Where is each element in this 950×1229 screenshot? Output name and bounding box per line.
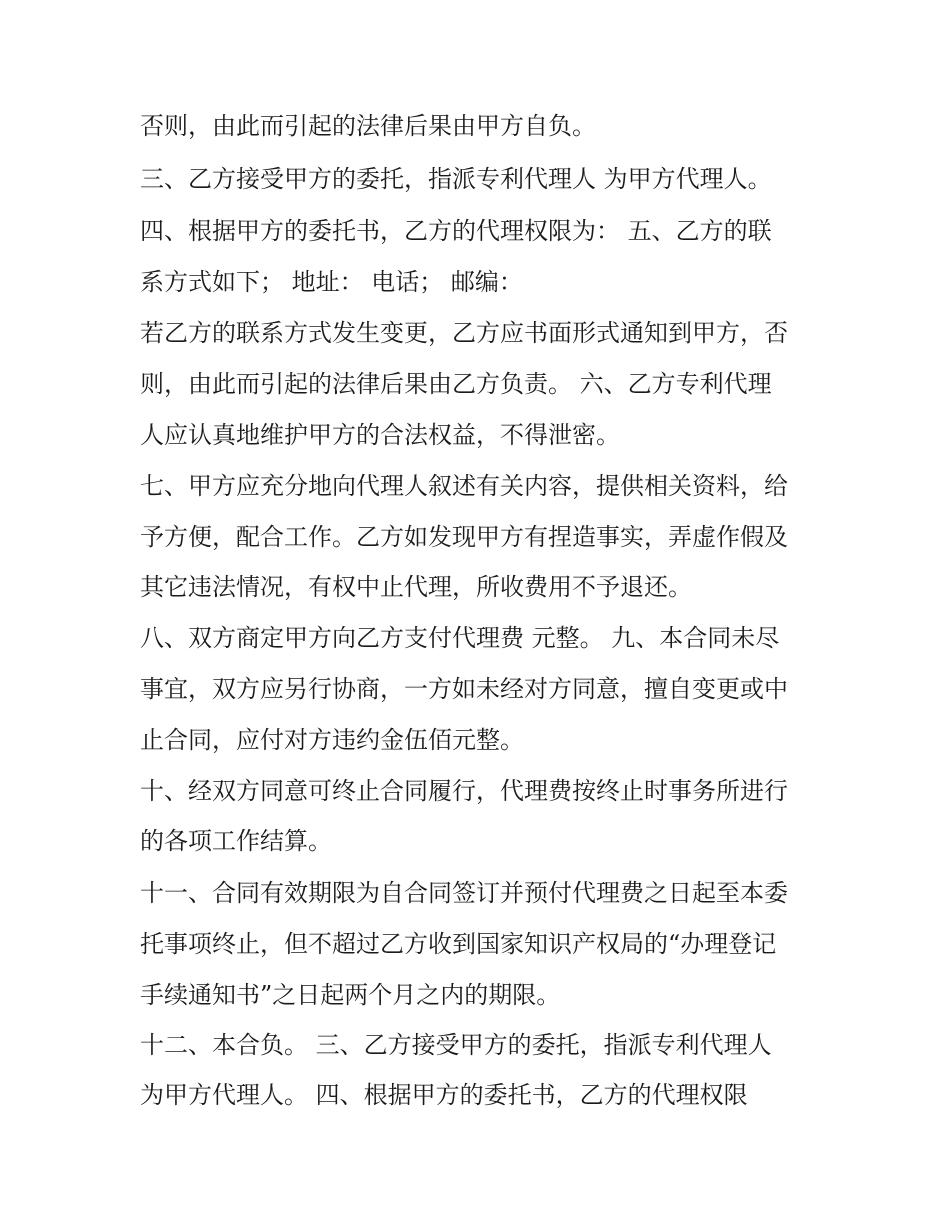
text-line: 手续通知书”之日起两个月之内的期限。 (140, 981, 561, 1009)
text-line: 四、根据甲方的委托书，乙方的代理权限为： 五、乙方的联 (140, 217, 772, 245)
text-line: 系方式如下； 地址： 电话； 邮编： (140, 268, 523, 296)
text-line: 八、双方商定甲方向乙方支付代理费 元整。 九、本合同未尽 (140, 624, 780, 652)
text-line: 则，由此而引起的法律后果由乙方负责。 六、乙方专利代理 (140, 370, 772, 398)
text-line: 人应认真地维护甲方的合法权益，不得泄密。 (140, 421, 620, 449)
text-line: 予方便，配合工作。乙方如发现甲方有捏造事实，弄虚作假及 (140, 523, 788, 551)
text-line: 三、乙方接受甲方的委托，指派专利代理人 为甲方代理人。 (140, 165, 772, 193)
text-line: 十、经双方同意可终止合同履行，代理费按终止时事务所进行 (140, 777, 788, 805)
text-line: 否则，由此而引起的法律后果由甲方自负。 (140, 112, 596, 140)
text-line: 七、甲方应充分地向代理人叙述有关内容，提供相关资料，给 (140, 472, 788, 500)
text-line: 十二、本合负。 三、乙方接受甲方的委托，指派专利代理人 (140, 1031, 772, 1059)
text-line: 若乙方的联系方式发生变更，乙方应书面形式通知到甲方，否 (140, 319, 788, 347)
text-line: 的各项工作结算。 (140, 827, 332, 855)
text-line: 十一、合同有效期限为自合同签订并预付代理费之日起至本委 (140, 879, 788, 907)
text-line: 止合同，应付对方违约金伍佰元整。 (140, 726, 524, 754)
text-line: 事宜，双方应另行协商，一方如未经对方同意，擅自变更或中 (140, 675, 788, 703)
text-line: 托事项终止，但不超过乙方收到国家知识产权局的“办理登记 (140, 930, 777, 958)
text-line: 为甲方代理人。 四、根据甲方的委托书，乙方的代理权限 (140, 1081, 748, 1109)
text-line: 其它违法情况，有权中止代理，所收费用不予退还。 (140, 573, 692, 601)
